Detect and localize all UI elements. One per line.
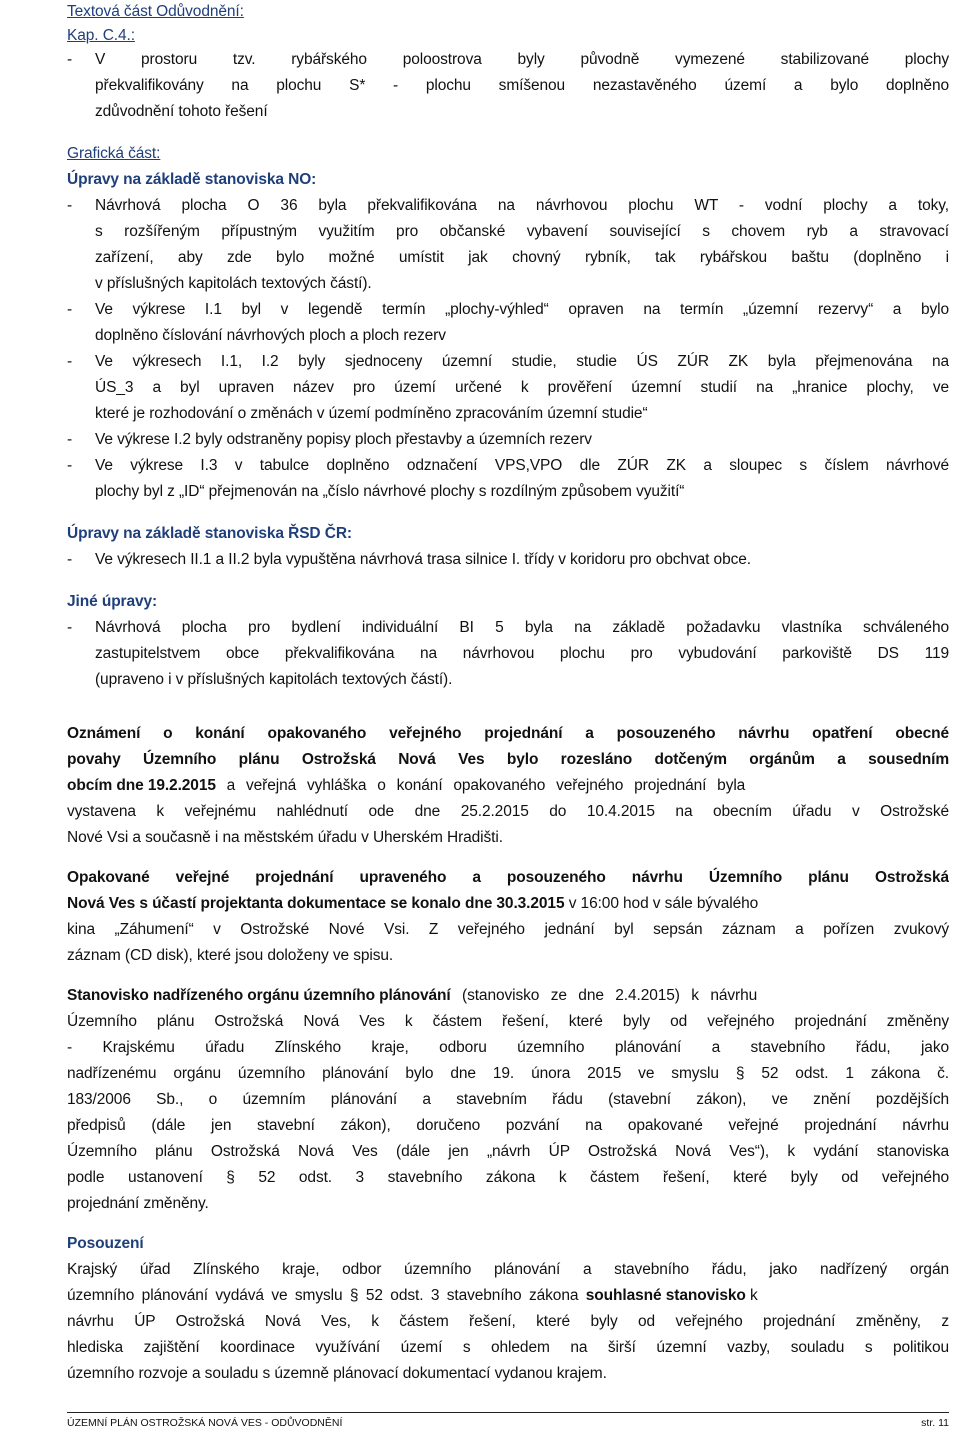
heading-jine-upravy: Jiné úpravy: xyxy=(67,593,158,610)
paragraph-line: Nové Vsi a současně i na městském úřadu v Uherském Hradišti. xyxy=(67,829,503,846)
page-footer xyxy=(67,1412,949,1429)
text-span: územního plánování vydává ve smyslu § 52 odst. 3 stavebního zákona xyxy=(67,1287,586,1304)
paragraph-line: Územního plánu Ostrožská Nová Ves (dále jen „návrh ÚP Ostrožská Nová Ves“), k vydání stanoviska xyxy=(67,1143,949,1160)
paragraph-line: Ve výkresech I.1, I.2 byly sjednoceny územní studie, studie ÚS ZÚR ZK byla přejmenována na xyxy=(95,353,949,370)
paragraph-line: Ve výkresech II.1 a II.2 byla vypuštěna návrhová trasa silnice I. třídy v koridoru pro obchvat obce. xyxy=(95,551,751,568)
heading-graficka-cast: Grafická část: xyxy=(67,145,161,162)
paragraph-line xyxy=(67,1285,949,1307)
paragraph-line: - Krajskému úřadu Zlínského kraje, odboru územního plánování a stavebního řádu, jako xyxy=(67,1039,949,1056)
paragraph-line: Krajský úřad Zlínského kraje, odbor územního plánování a stavebního řádu, jako nadřízený orgán xyxy=(67,1261,949,1278)
paragraph-line xyxy=(67,775,745,797)
paragraph-line: Územního plánu Ostrožská Nová Ves k částem řešení, které byly od veřejného projednání změněny xyxy=(67,1013,949,1030)
paragraph-line: V prostoru tzv. rybářského poloostrova byly původně vymezené stabilizované plochy xyxy=(95,51,949,68)
paragraph-line: zdůvodnění tohoto řešení xyxy=(95,103,268,120)
heading-textova-cast: Textová část Odůvodnění: xyxy=(67,3,244,20)
paragraph-line xyxy=(67,893,758,915)
paragraph-line: Oznámení o konání opakovaného veřejného projednání a posouzeného návrhu opatření obecné xyxy=(67,725,949,742)
footer-page-number: str. 11 xyxy=(921,1417,949,1429)
paragraph-line: územního rozvoje a souladu s územně plánovací dokumentací vydanou krajem. xyxy=(67,1365,607,1382)
paragraph-line: Ve výkrese I.1 byl v legendě termín „plochy-výhled“ opraven na termín „územní rezervy“ a bylo xyxy=(95,301,949,318)
paragraph-line: vystavena k veřejnému nahlédnutí ode dne 25.2.2015 do 10.4.2015 na obecním úřadu v Ostrožské xyxy=(67,803,949,820)
paragraph-line: 183/2006 Sb., o územním plánování a stavebním řádu (stavební zákon), ve znění pozdějších xyxy=(67,1091,949,1108)
paragraph-line: které je rozhodování o změnách v území podmíněno zpracováním územní studie“ xyxy=(95,405,648,422)
paragraph-line: povahy Územního plánu Ostrožská Nová Ves bylo rozesláno dotčeným orgánům a sousedním xyxy=(67,751,949,768)
paragraph-line: podle ustanovení § 52 odst. 3 stavebního zákona k částem řešení, které byly od veřejného xyxy=(67,1169,949,1186)
text-span: (stanovisko ze dne 2.4.2015) k návrhu xyxy=(450,987,758,1004)
paragraph-line: projednání změněny. xyxy=(67,1195,209,1212)
bold-text: Nová Ves s účastí projektanta dokumentace se konalo dne 30.3.2015 xyxy=(67,895,565,912)
bullet-dash: - xyxy=(67,551,73,568)
paragraph-line: doplněno číslování návrhových ploch a ploch rezerv xyxy=(95,327,446,344)
text-span: a veřejná vyhláška o konání opakovaného veřejného projednání byla xyxy=(215,777,746,794)
bold-text: souhlasné stanovisko xyxy=(585,1287,746,1304)
footer-title: ÚZEMNÍ PLÁN OSTROŽSKÁ NOVÁ VES - ODŮVODNĚNÍ xyxy=(67,1417,343,1429)
paragraph-line xyxy=(67,985,757,1007)
paragraph-line: záznam (CD disk), které jsou doloženy ve spisu. xyxy=(67,947,394,964)
paragraph-line: Ve výkrese I.2 byly odstraněny popisy ploch přestavby a územních rezerv xyxy=(95,431,592,448)
paragraph-line: Návrhová plocha pro bydlení individuální BI 5 byla na základě požadavku vlastníka schváleného xyxy=(95,619,949,636)
paragraph-line: Ve výkrese I.3 v tabulce doplněno odznačení VPS,VPO dle ZÚR ZK a sloupec s číslem návrhové xyxy=(95,457,949,474)
bullet-dash: - xyxy=(67,431,73,448)
heading-posouzeni: Posouzení xyxy=(67,1235,144,1252)
paragraph-line: v příslušných kapitolách textových částí). xyxy=(95,275,372,292)
paragraph-line: návrhu ÚP Ostrožská Nová Ves, k částem řešení, které byly od veřejného projednání změněny, z xyxy=(67,1313,949,1330)
paragraph-line: nadřízenému orgánu územního plánování bylo dne 19. února 2015 ve smyslu § 52 odst. 1 zákona č. xyxy=(67,1065,949,1082)
heading-upravy-rsd: Úpravy na základě stanoviska ŘSD ČR: xyxy=(67,525,352,542)
heading-upravy-no: Úpravy na základě stanoviska NO: xyxy=(67,171,317,188)
bullet-dash: - xyxy=(67,457,73,474)
text-span: k xyxy=(745,1287,758,1304)
bullet-dash: - xyxy=(67,51,73,68)
bullet-dash: - xyxy=(67,301,73,318)
paragraph-line: hlediska zajištění koordinace využívání území s ohledem na širší územní vazby, souladu s politikou xyxy=(67,1339,949,1356)
paragraph-line: zastupitelstvem obce překvalifikována na návrhovou plochu pro vybudování parkoviště DS 119 xyxy=(95,645,949,662)
bold-text: Stanovisko nadřízeného orgánu územního plánování xyxy=(67,987,451,1004)
text-span: v 16:00 hod v sále bývalého xyxy=(564,895,759,912)
paragraph-line: Opakované veřejné projednání upraveného a posouzeného návrhu Územního plánu Ostrožská xyxy=(67,869,949,886)
paragraph-line: (upraveno i v příslušných kapitolách textových částí). xyxy=(95,671,453,688)
paragraph-line: plochy byl z „ID“ přejmenován na „číslo návrhové plochy s rozdílným způsobem využití“ xyxy=(95,483,685,500)
bullet-dash: - xyxy=(67,353,73,370)
paragraph-line: překvalifikovány na plochu S* - plochu smíšenou nezastavěného území a bylo doplněno xyxy=(95,77,949,94)
paragraph-line: předpisů (dále jen stavební zákon), doručeno pozvání na opakované veřejné projednání návrhu xyxy=(67,1117,949,1134)
heading-kapitola: Kap. C.4.: xyxy=(67,27,135,44)
paragraph-line: zařízení, aby zde bylo možné umístit jak chovný rybník, tak rybářskou baštu (doplněno i xyxy=(95,249,949,266)
paragraph-line: Návrhová plocha O 36 byla překvalifikována na návrhovou plochu WT - vodní plochy a toky, xyxy=(95,197,949,214)
bullet-dash: - xyxy=(67,619,73,636)
paragraph-line: ÚS_3 a byl upraven název pro území určené k prověření územní studií na „hranice plochy, ve xyxy=(95,379,949,396)
paragraph-line: kina „Záhumení“ v Ostrožské Nové Vsi. Z veřejného jednání byl sepsán záznam a pořízen zvukový xyxy=(67,921,949,938)
bullet-dash: - xyxy=(67,197,73,214)
bold-text: obcím dne 19.2.2015 xyxy=(67,777,216,794)
paragraph-line: s rozšířeným přípustným využitím pro občanské vybavení související s chovem ryb a stravovací xyxy=(95,223,949,240)
document-page xyxy=(67,0,949,1432)
